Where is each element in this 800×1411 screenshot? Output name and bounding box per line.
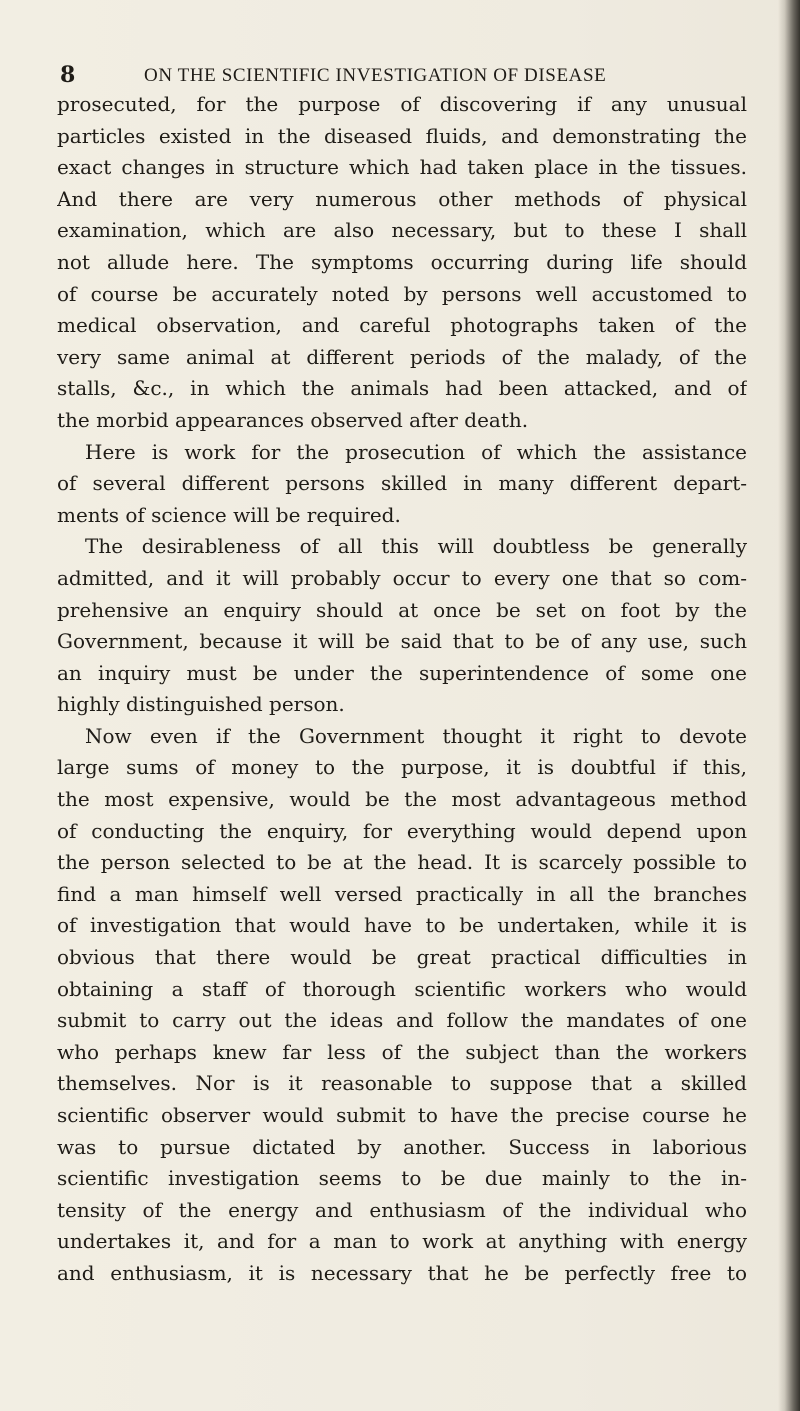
text-line: exact changes in structure which had taken place in the tissues.: [57, 155, 747, 180]
text-line: and enthusiasm, it is necessary that he be perfectly free to: [57, 1260, 747, 1285]
text-line: submit to carry out the ideas and follow the mandates of one: [57, 1008, 747, 1033]
text-line: the person selected to be at the head. It is scarcely possible to: [57, 850, 747, 875]
text-line: prosecuted, for the purpose of discovering if any unusual: [57, 92, 747, 116]
text-line: scientific investigation seems to be due mainly to the in-: [57, 1166, 747, 1191]
body-text: [57, 89, 747, 1290]
text-line: Government, because it will be said that to be of any use, such: [57, 629, 747, 654]
text-line: medical observation, and careful photographs taken of the: [57, 313, 747, 338]
text-line: admitted, and it will probably occur to every one that so com-: [57, 565, 747, 590]
text-line: themselves. Nor is it reasonable to suppose that a skilled: [57, 1071, 747, 1096]
text-line: stalls, &c., in which the animals had been attacked, and of: [57, 376, 747, 401]
running-head: ON THE SCIENTIFIC INVESTIGATION OF DISEASE: [144, 65, 607, 86]
binding-edge-shadow: [778, 0, 800, 1411]
text-line: obtaining a staff of thorough scientific workers who would: [57, 976, 747, 1001]
text-line: scientific observer would submit to have the precise course he: [57, 1103, 747, 1127]
text-line: of course be accurately noted by persons well accustomed to: [57, 281, 747, 306]
text-line: large sums of money to the purpose, it is doubtful if this,: [57, 755, 747, 780]
text-line: tensity of the energy and enthusiasm of the individual who: [57, 1197, 747, 1222]
text-line: who perhaps knew far less of the subject than the workers: [57, 1039, 747, 1064]
text-line: of several different persons skilled in many different depart-: [57, 471, 747, 496]
text-line: the morbid appearances observed after death.: [57, 407, 529, 432]
text-line: undertakes it, and for a man to work at anything with energy: [57, 1229, 747, 1254]
text-line: prehensive an enquiry should at once be set on foot by the: [57, 597, 747, 622]
text-line: examination, which are also necessary, but to these I shall: [57, 218, 747, 243]
text-line: was to pursue dictated by another. Success in laborious: [57, 1134, 747, 1159]
text-line: The desirableness of all this will doubtless be generally: [85, 534, 747, 559]
text-line: find a man himself well versed practically in all the branches: [57, 881, 747, 906]
text-line: particles existed in the diseased fluids, and demonstrating the: [57, 123, 747, 148]
page-number: 8: [60, 62, 76, 88]
text-line: of investigation that would have to be undertaken, while it is: [57, 913, 747, 938]
text-line: an inquiry must be under the superintendence of some one: [57, 660, 747, 685]
text-line: not allude here. The symptoms occurring during life should: [57, 249, 747, 274]
text-line: of conducting the enquiry, for everything would depend upon: [57, 818, 747, 843]
text-line: highly distinguished person.: [57, 692, 345, 717]
text-line: obvious that there would be great practical difficulties in: [57, 945, 747, 970]
text-line: And there are very numerous other methods of physical: [57, 186, 747, 211]
text-line: Now even if the Government thought it right to devote: [85, 723, 747, 748]
text-line: ments of science will be required.: [57, 502, 401, 527]
text-line: the most expensive, would be the most advantageous method: [57, 787, 747, 812]
page-header: [60, 62, 740, 90]
text-line: very same animal at different periods of the malady, of the: [57, 344, 747, 369]
text-line: Here is work for the prosecution of which the assistance: [85, 439, 747, 464]
